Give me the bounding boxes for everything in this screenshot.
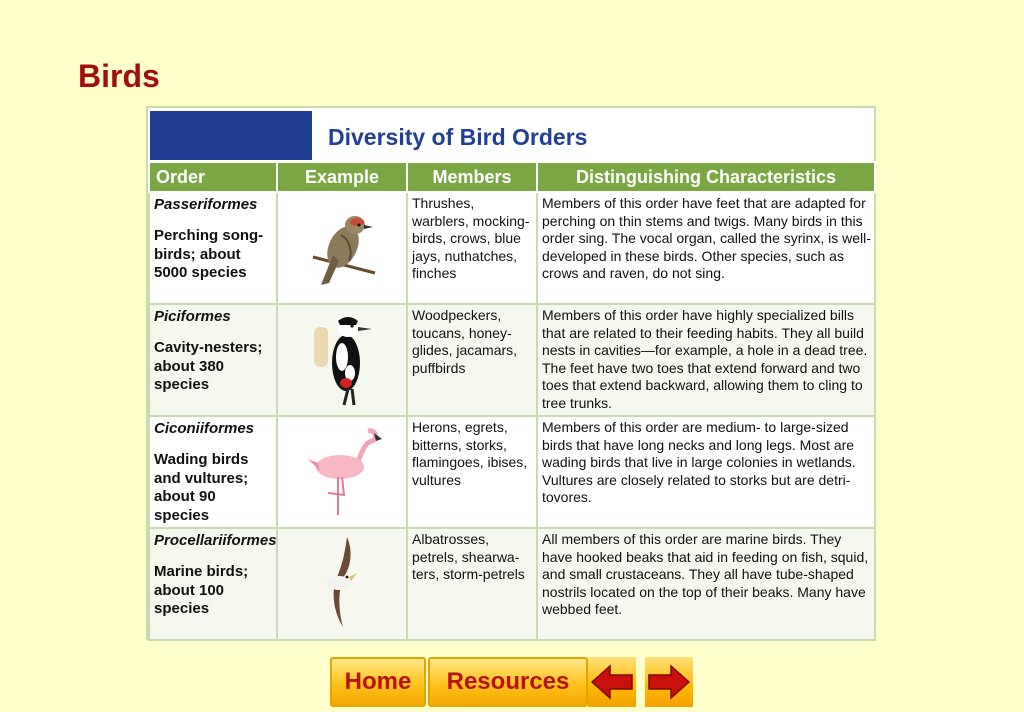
order-description: Perching song-birds; about 5000 species — [154, 227, 264, 281]
order-name: Passeriformes — [154, 196, 258, 213]
order-name: Procellariiformes — [154, 532, 277, 549]
home-button[interactable]: Home — [330, 657, 426, 707]
members-cell: Thrushes, warblers, mocking-birds, crows, blue jays, nuthatches, finches — [407, 192, 537, 304]
header-color-block — [150, 111, 312, 160]
table-header — [148, 108, 874, 160]
page-title: Birds — [78, 58, 160, 94]
bird-orders-table — [146, 106, 876, 640]
songbird-image — [282, 195, 403, 295]
arrow-right-icon — [645, 657, 693, 707]
order-description: Wading birds and vultures; about 90 species — [154, 451, 249, 524]
members-cell: Herons, egrets, bitterns, storks, flamingoes, ibises, vultures — [407, 416, 537, 528]
members-cell: Albatrosses, petrels, shearwa-ters, storm-petrels — [407, 528, 537, 640]
order-cell — [149, 192, 277, 304]
characteristics-cell: All members of this order are marine birds. They have hooked beaks that aid in feeding on fish, squid, and small crustaceans. They all have tube-shaped nostrils located on the top of their beaks. Many have webbed feet. — [537, 528, 875, 640]
example-cell — [277, 304, 407, 416]
example-cell — [277, 416, 407, 528]
order-name: Ciconiiformes — [154, 420, 255, 437]
orders-grid — [148, 161, 876, 641]
back-button[interactable] — [588, 657, 636, 707]
flamingo-image — [282, 419, 403, 519]
table-row — [149, 416, 875, 528]
table-title: Diversity of Bird Orders — [328, 124, 588, 150]
column-header-order: Order — [149, 162, 277, 192]
arrow-left-icon — [588, 657, 636, 707]
column-header-characteristics: Distinguishing Characteristics — [537, 162, 875, 192]
column-header-example: Example — [277, 162, 407, 192]
order-description: Marine birds; about 100 species — [154, 563, 249, 617]
characteristics-cell: Members of this order are medium- to large-sized birds that have long necks and long legs. Most are wading birds that live in large colonies in wetlands. Vultures are closely related to storks but are detri-tovores. — [537, 416, 875, 528]
woodpecker-image — [282, 307, 403, 407]
table-row — [149, 192, 875, 304]
albatross-image — [282, 531, 403, 631]
column-header-row — [149, 162, 875, 192]
order-cell — [149, 528, 277, 640]
column-header-members: Members — [407, 162, 537, 192]
order-description: Cavity-nesters; about 380 species — [154, 339, 263, 393]
resources-button[interactable]: Resources — [428, 657, 588, 707]
example-cell — [277, 192, 407, 304]
characteristics-cell: Members of this order have feet that are adapted for perching on thin stems and twigs. Many birds in this order sing. The vocal organ, called the syrinx, is well-developed in these birds. Other species, such as crows and raven, do not sing. — [537, 192, 875, 304]
order-cell — [149, 416, 277, 528]
table-row — [149, 304, 875, 416]
order-cell — [149, 304, 277, 416]
order-name: Piciformes — [154, 308, 231, 325]
table-row — [149, 528, 875, 640]
characteristics-cell: Members of this order have highly specialized bills that are related to their feeding habits. They all build nests in cavities—for example, a hole in a dead tree. The feet have two toes that extend forward and two toes that extend backward, allowing them to cling to tree trunks. — [537, 304, 875, 416]
example-cell — [277, 528, 407, 640]
members-cell: Woodpeckers, toucans, honey-glides, jacamars, puffbirds — [407, 304, 537, 416]
forward-button[interactable] — [645, 657, 693, 707]
